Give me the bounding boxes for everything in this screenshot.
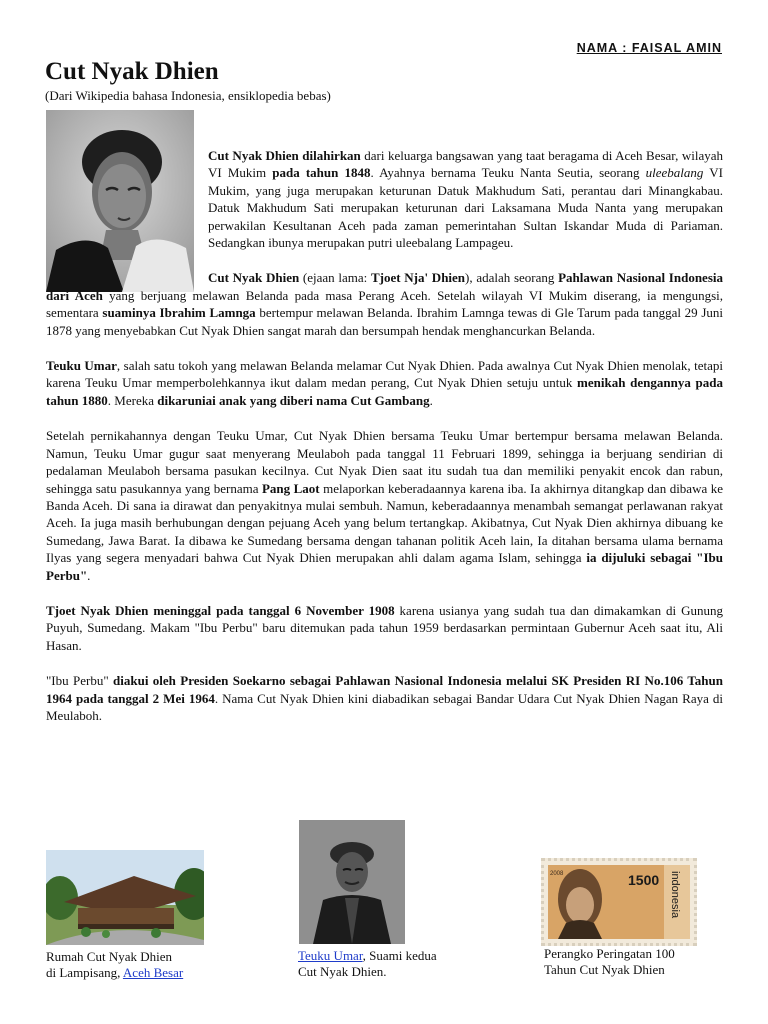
stamp-caption: Perangko Peringatan 100 Tahun Cut Nyak Dhien (544, 946, 675, 977)
paragraph-struggle: Setelah pernikahannya dengan Teuku Umar, Cut Nyak Dhien bersama Teuku Umar bertempur bersama melawan Belanda. Namun, Teuku Umar gugur saat menyerang Meulaboh pada tanggal 11 Februari 1899, sehingga ia berjuang sendirian di pedalaman Meulaboh bersama pasukan kecilnya. Cut Nyak Dien saat itu sudah tua dan memiliki penyakit encok dan rabun, sehingga satu pasukannya yang bernama Pang Laot melaporkan keberadaannya karena iba. Ia akhirnya ditangkap dan dibawa ke Banda Aceh. Di sana ia dirawat dan penyakitnya mulai sembuh. Namun, keberadaannya menambah semangat perlawanan rakyat Aceh. Ia juga masih berhubungan dengan pejuang Aceh yang belum tertangkap. Akibatnya, Cut Nyak Dien akhirnya dibuang ke Sumedang, Jawa Barat. Ia dibawa ke Sumedang bersama dengan tahanan politik Aceh lain, Ia ditahan bersama ulama bernama Ilyas yang segera menyadari bahwa Cut Nyak Dhien merupakan ahli dalam agama Islam, sehingga ia dijuluki sebagai "Ibu Perbu". (46, 428, 723, 583)
paragraph-hero: Cut Nyak Dhien (ejaan lama: Tjoet Nja' Dhien), adalah seorang Pahlawan Nasional Indonesia dari Aceh yang berjuang melawan Belanda pada masa Perang Aceh. Setelah wilayah VI Mukim diserang, ia mengungsi, sementara suaminya Ibrahim Lamnga bertempur melawan Belanda. Ibrahim Lamnga tewas di Gle Tarum pada tanggal 29 Juni 1878 yang menyebabkan Cut Nyak Dhien sangat marah dan bersumpah hendak menghancurkan Belanda. (46, 270, 724, 338)
paragraph-recognition: "Ibu Perbu" diakui oleh Presiden Soekarno sebagai Pahlawan Nasional Indonesia melalui SK Presiden RI No.106 Tahun 1964 pada tanggal 2 Mei 1964. Nama Cut Nyak Dhien kini diabadikan sebagai Bandar Udara Cut Nyak Dhien Nagan Raya di Meulaboh. (46, 673, 723, 723)
teuku-umar-link[interactable]: Teuku Umar (298, 948, 363, 963)
stamp-image (541, 858, 697, 946)
aceh-besar-link[interactable]: Aceh Besar (122, 965, 184, 980)
author-name: NAMA : FAISAL AMIN (576, 41, 722, 55)
page-subtitle: (Dari Wikipedia bahasa Indonesia, ensiklopedia bebas) (45, 88, 331, 103)
stamp-illustration (544, 861, 694, 943)
stamp-year: 2008 (550, 871, 564, 877)
house-caption: Rumah Cut Nyak Dhien di Lampisang, Aceh Besar (46, 949, 184, 980)
page-title: Cut Nyak Dhien (45, 58, 219, 85)
stamp-value: 1500 (628, 872, 660, 888)
paragraph-death: Tjoet Nyak Dhien meninggal pada tanggal 6 November 1908 karena usianya yang sudah tua dan dimakamkan di Gunung Puyuh, Sumedang. Makam "Ibu Perbu" baru ditemukan pada tahun 1959 berdasarkan permintaan Gubernur Aceh saat itu, Ali Hasan. (46, 602, 724, 653)
paragraph-birth: Cut Nyak Dhien dilahirkan dari keluarga bangsawan yang taat beragama di Aceh Besar, wilayah VI Mukim pada tahun 1848. Ayahnya bernama Teuku Nanta Seutia, seorang uleebalang VI Mukim, yang juga merupakan keturunan Datuk Makhudum Sati, perantau dari Minangkabau. Datuk Makhudum Sati merupakan keturunan dari Laksamana Muda Nanta yang merupakan perwakilan Kesultanan Aceh pada zaman pemerintahan Sultan Iskandar Muda di Pariaman. Sedangkan ibunya merupakan putri uleebalang Lampageu. (208, 148, 724, 251)
paragraph-teuku-umar: Teuku Umar, salah satu tokoh yang melawan Belanda melamar Cut Nyak Dhien. Pada awalnya Cut Nyak Dhien menolak, tetapi karena Teuku Umar memperbolehkannya ikut dalam medan perang, Cut Nyak Dhien setuju untuk menikah dengannya pada tahun 1880. Mereka dikaruniai anak yang diberi nama Cut Gambang. (46, 358, 723, 408)
teuku-umar-photo (299, 820, 405, 944)
teuku-umar-caption: Teuku Umar, Suami kedua Cut Nyak Dhien. (298, 948, 437, 979)
stamp-country: indonesia (669, 871, 681, 919)
house-photo (46, 850, 204, 945)
